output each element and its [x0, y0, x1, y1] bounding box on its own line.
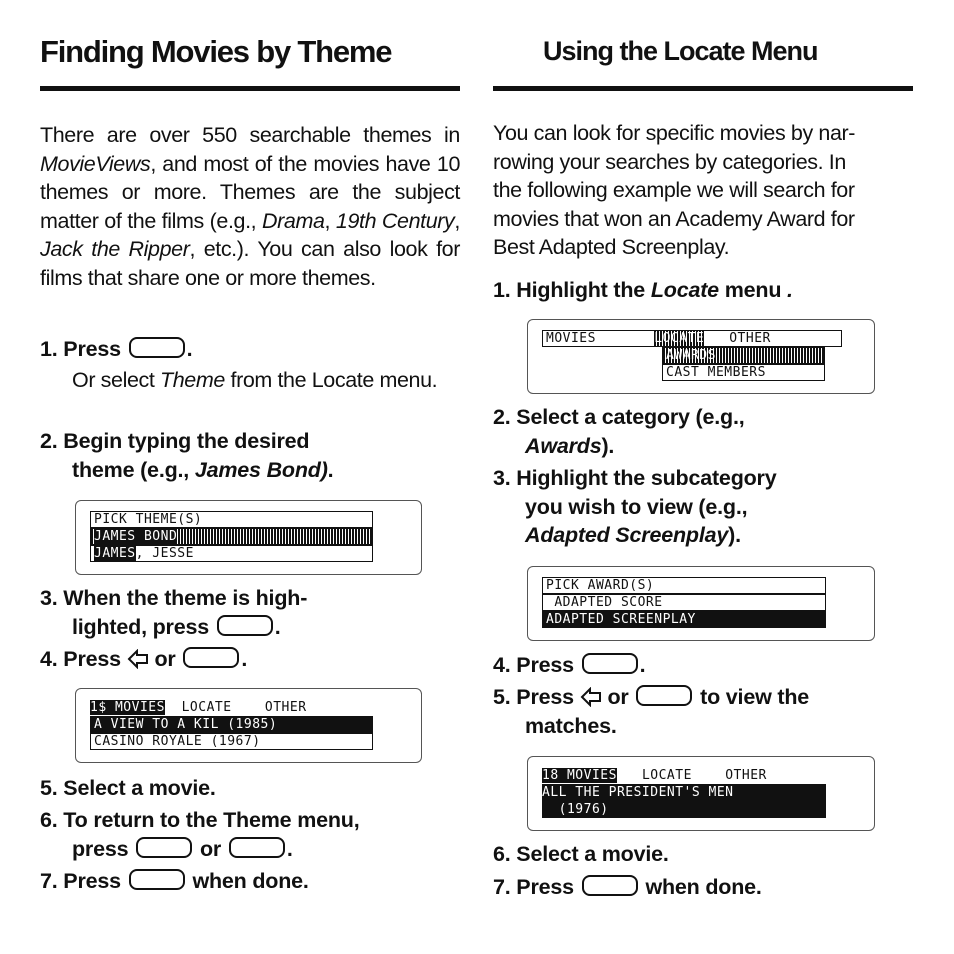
- left-step-1-note: Or select Theme from the Locate menu.: [72, 368, 438, 392]
- lcd-screen-pick-award: PICK AWARD(S) ADAPTED SCORE ADAPTED SCREENPLAY: [527, 566, 875, 641]
- right-title-rule: [493, 86, 913, 91]
- back-arrow-icon: [580, 687, 602, 707]
- key-icon: [129, 337, 185, 358]
- key-icon: [129, 869, 185, 890]
- right-step-5: 5. Press or to view the matches.: [493, 685, 810, 738]
- key-icon: [582, 875, 638, 896]
- lcd-screen-pick-theme: PICK THEME(S) JAMES BOND JAMES, JESSE: [75, 500, 422, 575]
- lcd-screen-matches: 18 MOVIES LOCATE OTHER ALL THE PRESIDENT'S MEN (1976): [527, 756, 875, 831]
- right-title: Using the Locate Menu: [543, 36, 818, 66]
- left-step-7: 7. Press when done.: [40, 869, 309, 893]
- left-title: Finding Movies by Theme: [40, 34, 392, 69]
- left-title-rule: [40, 86, 460, 91]
- back-arrow-icon: [127, 649, 149, 669]
- left-step-3: 3. When the theme is high- lighted, press .: [40, 586, 308, 639]
- right-step-6: 6. Select a movie.: [493, 842, 669, 866]
- right-step-7: 7. Press when done.: [493, 875, 762, 899]
- left-intro: There are over 550 searchable themes in MovieViews, and most of the movies have 10 themes or more. Themes are the subject matter of the films (e.g., Drama, 19th Century, Jack the Ripper, etc.). You can also look for films that share one or more themes.: [40, 123, 460, 290]
- right-intro: You can look for specific movies by nar- rowing your searches by categories. In the following example we will search for movies that won an Academy Award for Best Adapted Screenplay.: [493, 121, 856, 259]
- left-step-6: 6. To return to the Theme menu, press or .: [40, 808, 360, 861]
- key-icon: [183, 647, 239, 668]
- left-step-2: 2. Begin typing the desired theme (e.g., James Bond).: [40, 429, 334, 482]
- lcd-screen-movies: 1$ MOVIES LOCATE OTHER A VIEW TO A KIL (1985) CASINO ROYALE (1967): [75, 688, 422, 763]
- key-icon: [582, 653, 638, 674]
- left-step-4: 4. Press or .: [40, 647, 248, 671]
- left-step-1: 1. Press .: [40, 337, 193, 361]
- right-step-4: 4. Press .: [493, 653, 646, 677]
- key-icon: [229, 837, 285, 858]
- key-icon: [136, 837, 192, 858]
- right-step-3: 3. Highlight the subcategory you wish to view (e.g., Adapted Screenplay).: [493, 466, 777, 547]
- key-icon: [636, 685, 692, 706]
- right-step-2: 2. Select a category (e.g., Awards).: [493, 405, 745, 458]
- left-step-5: 5. Select a movie.: [40, 776, 216, 800]
- lcd-screen-locate-menu: MOVIES LOCATE OTHER AWARDS CAST MEMBERS: [527, 319, 875, 394]
- right-step-1: 1. Highlight the Locate menu .: [493, 278, 793, 302]
- key-icon: [217, 615, 273, 636]
